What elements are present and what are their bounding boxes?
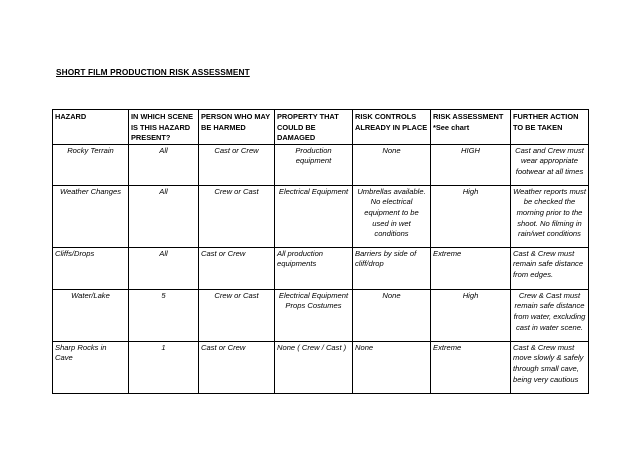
risk-assessment-table — [52, 109, 589, 394]
cell-action: Weather reports must be checked the morning prior to the shoot. No filming in rain/wet conditions — [511, 185, 589, 247]
header-person: PERSON WHO MAY BE HARMED — [199, 110, 275, 145]
cell-scene: All — [129, 185, 199, 247]
cell-controls: None — [353, 144, 431, 185]
cell-controls: Umbrellas available. No electrical equipment to be used in wet conditions — [353, 185, 431, 247]
cell-property: All production equipments — [275, 247, 353, 289]
cell-action: Cast and Crew must wear appropriate footwear at all times — [511, 144, 589, 185]
cell-property: Electrical Equipment — [275, 185, 353, 247]
cell-controls: None — [353, 289, 431, 341]
cell-hazard: Cliffs/Drops — [53, 247, 129, 289]
cell-action: Cast & Crew must move slowly & safely through small cave, being very cautious — [511, 341, 589, 393]
cell-person: Cast or Crew — [199, 144, 275, 185]
cell-scene: 1 — [129, 341, 199, 393]
header-property: PROPERTY THAT COULD BE DAMAGED — [275, 110, 353, 145]
cell-scene: 5 — [129, 289, 199, 341]
cell-assessment: Extreme — [431, 247, 511, 289]
cell-person: Cast or Crew — [199, 341, 275, 393]
cell-controls: Barriers by side of cliff/drop — [353, 247, 431, 289]
table-row — [53, 289, 589, 341]
document-title: SHORT FILM PRODUCTION RISK ASSESSMENT — [56, 67, 250, 77]
cell-hazard: Sharp Rocks in Cave — [53, 341, 129, 393]
header-scene: IN WHICH SCENE IS THIS HAZARD PRESENT? — [129, 110, 199, 145]
cell-person: Crew or Cast — [199, 185, 275, 247]
cell-assessment: High — [431, 185, 511, 247]
cell-hazard: Water/Lake — [53, 289, 129, 341]
table-row — [53, 144, 589, 185]
cell-scene: All — [129, 144, 199, 185]
cell-hazard: Rocky Terrain — [53, 144, 129, 185]
cell-controls: None — [353, 341, 431, 393]
header-controls: RISK CONTROLS ALREADY IN PLACE — [353, 110, 431, 145]
table-header-row — [53, 110, 589, 145]
table-row — [53, 341, 589, 393]
cell-assessment: Extreme — [431, 341, 511, 393]
cell-action: Cast & Crew must remain safe distance from edges. — [511, 247, 589, 289]
header-hazard: HAZARD — [53, 110, 129, 145]
cell-scene: All — [129, 247, 199, 289]
cell-property: None ( Crew / Cast ) — [275, 341, 353, 393]
cell-hazard: Weather Changes — [53, 185, 129, 247]
cell-action: Crew & Cast must remain safe distance from water, excluding cast in water scene. — [511, 289, 589, 341]
cell-assessment: High — [431, 289, 511, 341]
cell-person: Cast or Crew — [199, 247, 275, 289]
table-row — [53, 185, 589, 247]
header-assessment: RISK ASSESSMENT *See chart — [431, 110, 511, 145]
header-action: FURTHER ACTION TO BE TAKEN — [511, 110, 589, 145]
cell-property: Electrical Equipment Props Costumes — [275, 289, 353, 341]
cell-person: Crew or Cast — [199, 289, 275, 341]
table-row — [53, 247, 589, 289]
cell-property: Production equipment — [275, 144, 353, 185]
cell-assessment: HIGH — [431, 144, 511, 185]
